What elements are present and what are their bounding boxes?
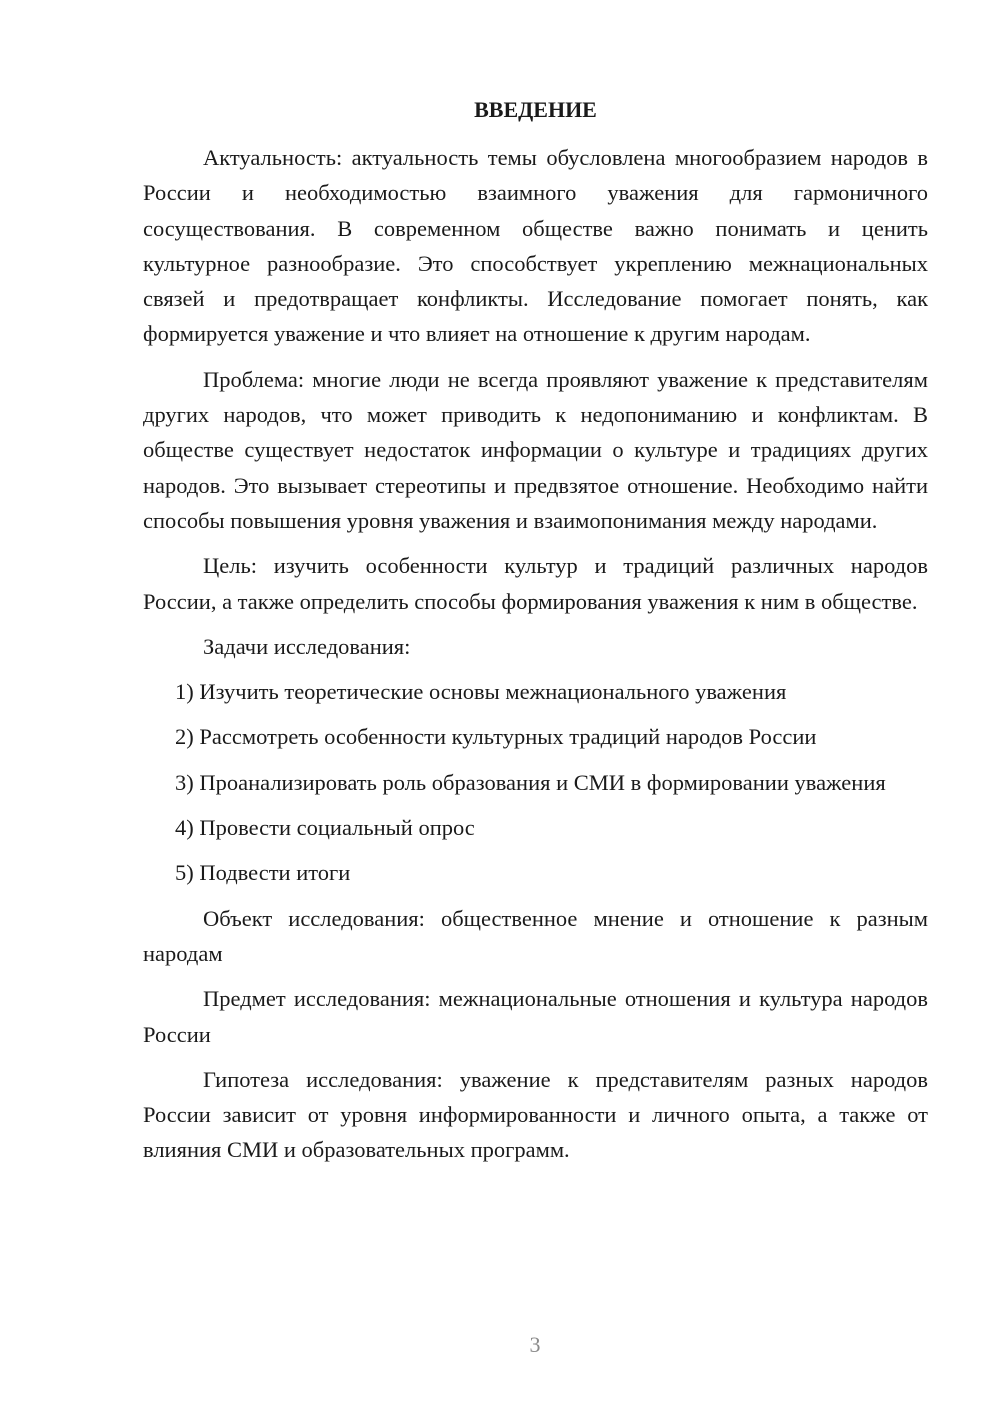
- task-item: 3) Проанализировать роль образования и СМИ в формировании уважения: [175, 769, 886, 795]
- task-item: 5) Подвести итоги: [175, 860, 351, 886]
- tasks-title: Задачи исследования:: [203, 633, 411, 659]
- object-paragraph: Объект исследования: общественное мнение и отношение к разным народам: [143, 905, 928, 966]
- task-item: 1) Изучить теоретические основы межнационального уважения: [175, 679, 787, 705]
- task-item: 2) Рассмотреть особенности культурных традиций народов России: [175, 724, 817, 750]
- page-number: 3: [529, 1332, 541, 1357]
- problem-paragraph: Проблема: многие люди не всегда проявляют уважение к представителям других народов, что может приводить к недопониманию и конфликтам. В обществе существует недостаток информации о культуре и традициях других народов. Это вызывает стереотипы и предвзятое отношение. Необходимо найти способы повышения уровня уважения и взаимопонимания между народами.: [143, 366, 928, 533]
- subject-paragraph: Предмет исследования: межнациональные отношения и культура народов России: [143, 986, 928, 1047]
- hypothesis-paragraph: Гипотеза исследования: уважение к представителям разных народов России зависит от уровня информированности и личного опыта, а также от влияния СМИ и образовательных программ.: [143, 1066, 928, 1163]
- document-page: [143, 92, 928, 1178]
- relevance-paragraph: Актуальность: актуальность темы обусловлена многообразием народов в России и необходимостью взаимного уважения для гармоничного сосуществования. В современном обществе важно понимать и ценить культурное разнообразие. Это способствует укреплению межнациональных связей и предотвращает конфликты. Исследование помогает понять, как формируется уважение и что влияет на отношение к другим народам.: [143, 145, 928, 347]
- goal-paragraph: Цель: изучить особенности культур и традиций различных народов России, а также определить способы формирования уважения к ним в обществе.: [143, 553, 928, 614]
- section-heading: ВВЕДЕНИЕ: [474, 97, 597, 122]
- task-item: 4) Провести социальный опрос: [175, 815, 475, 841]
